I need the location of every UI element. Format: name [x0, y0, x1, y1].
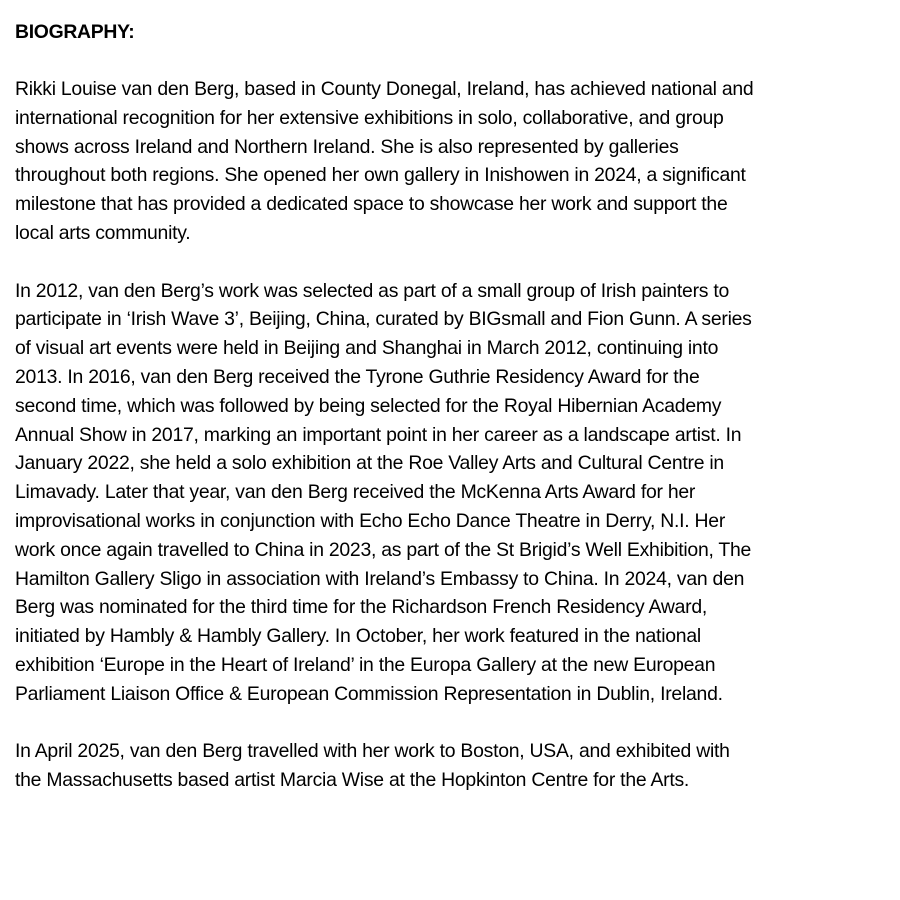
biography-paragraph-1 [15, 75, 887, 248]
text-line: international recognition for her extensive exhibitions in solo, collaborative, and group [15, 106, 724, 129]
biography-document [15, 18, 887, 795]
text-line: participate in ‘Irish Wave 3’, Beijing, China, curated by BIGsmall and Fion Gunn. A series [15, 308, 752, 331]
biography-paragraph-2 [15, 277, 887, 709]
text-line: improvisational works in conjunction with Echo Echo Dance Theatre in Derry, N.I. Her [15, 509, 726, 532]
text-line: throughout both regions. She opened her own gallery in Inishowen in 2024, a significant [15, 164, 746, 187]
text-line: exhibition ‘Europe in the Heart of Ireland’ in the Europa Gallery at the new European [15, 653, 716, 676]
text-line: January 2022, she held a solo exhibition at the Roe Valley Arts and Cultural Centre in [15, 452, 724, 475]
biography-heading: BIOGRAPHY: [15, 21, 135, 43]
text-line: 2013. In 2016, van den Berg received the Tyrone Guthrie Residency Award for the [15, 365, 700, 388]
text-line: Limavady. Later that year, van den Berg received the McKenna Arts Award for her [15, 481, 696, 504]
text-line: In April 2025, van den Berg travelled with her work to Boston, USA, and exhibited with [15, 740, 730, 763]
text-line: local arts community. [15, 221, 191, 244]
text-line: milestone that has provided a dedicated space to showcase her work and support the [15, 193, 728, 216]
text-line: the Massachusetts based artist Marcia Wise at the Hopkinton Centre for the Arts. [15, 769, 690, 792]
text-line: of visual art events were held in Beijing and Shanghai in March 2012, continuing into [15, 337, 719, 360]
text-line: Berg was nominated for the third time for the Richardson French Residency Award, [15, 596, 708, 619]
text-line: In 2012, van den Berg’s work was selected as part of a small group of Irish painters to [15, 279, 730, 302]
text-line: work once again travelled to China in 2023, as part of the St Brigid’s Well Exhibition, The [15, 538, 752, 561]
biography-paragraph-3 [15, 737, 887, 795]
text-line: shows across Ireland and Northern Ireland. She is also represented by galleries [15, 135, 679, 158]
text-line: Parliament Liaison Office & European Commission Representation in Dublin, Ireland. [15, 682, 723, 705]
text-line: Hamilton Gallery Sligo in association with Ireland’s Embassy to China. In 2024, van den [15, 567, 745, 590]
text-line: Rikki Louise van den Berg, based in County Donegal, Ireland, has achieved national and [15, 78, 754, 100]
text-line: initiated by Hambly & Hambly Gallery. In October, her work featured in the national [15, 625, 701, 648]
text-line: Annual Show in 2017, marking an important point in her career as a landscape artist. In [15, 423, 742, 446]
text-line: second time, which was followed by being selected for the Royal Hibernian Academy [15, 394, 722, 417]
